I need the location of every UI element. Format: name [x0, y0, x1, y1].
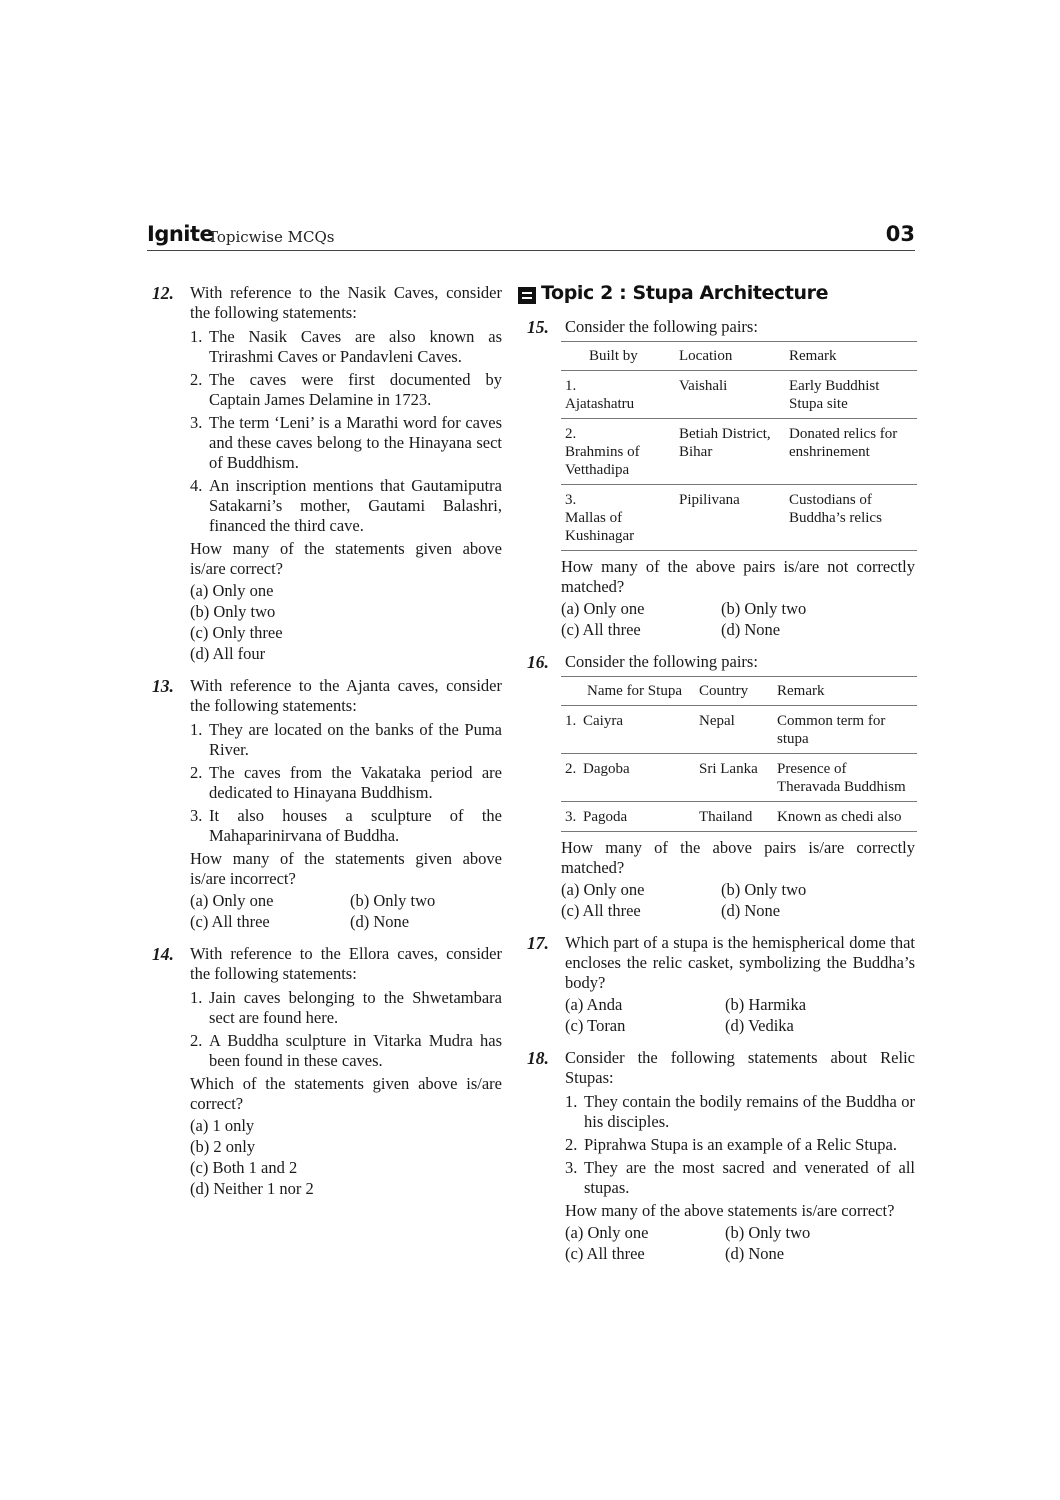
- question-number: 13.: [152, 676, 174, 696]
- option: (c) All three: [190, 912, 270, 931]
- question-stem: Consider the following statements about Relic Stupas:: [565, 1048, 915, 1087]
- question-stem: With reference to the Ajanta caves, consider the following statements:: [190, 676, 502, 715]
- header-subtitle: Topicwise MCQs: [208, 228, 335, 246]
- option: (d) None: [721, 620, 781, 639]
- column-header: Name for Stupa: [561, 677, 695, 706]
- question-15: [525, 317, 915, 640]
- question-stem: Which part of a stupa is the hemispherical dome that encloses the relic casket, symbolizing the Buddha’s body?: [565, 933, 915, 992]
- topic-title: Topic 2 : Stupa Architecture: [541, 282, 829, 304]
- option: (d) Neither 1 nor 2: [190, 1179, 314, 1198]
- option: (c) All three: [561, 901, 641, 920]
- statement-list: [190, 327, 502, 536]
- question-ask: How many of the above pairs is/are not correctly matched?: [561, 557, 915, 596]
- options-list: [561, 599, 915, 640]
- question-18: [525, 1048, 915, 1264]
- statement: 1. They are located on the banks of the Puma River.: [190, 720, 502, 759]
- question-number: 17.: [527, 933, 549, 953]
- table-cell: 1.Ajatashatru: [561, 371, 675, 419]
- options-list: [565, 995, 915, 1036]
- table-cell: Custodians of Buddha’s relics: [785, 485, 917, 551]
- table-cell: 3.Mallas of Kushinagar: [561, 485, 675, 551]
- table-cell: 1. Caiyra: [561, 706, 695, 754]
- statement: 4. An inscription mentions that Gautamiputra Satakarni’s mother, Gautami Balashri, financed the third cave.: [190, 476, 502, 535]
- question-ask: How many of the above statements is/are correct?: [565, 1201, 895, 1220]
- option: (d) All four: [190, 644, 266, 663]
- column-header: Location: [675, 342, 785, 371]
- option: (b) 2 only: [190, 1137, 256, 1156]
- table-cell: Pipilivana: [675, 485, 785, 551]
- statement: 1. The Nasik Caves are also known as Trirashmi Caves or Pandavleni Caves.: [190, 327, 502, 366]
- question-stem: Consider the following pairs:: [565, 652, 758, 671]
- topic-icon: [518, 287, 536, 304]
- table-cell: Vaishali: [675, 371, 785, 419]
- option: (b) Harmika: [725, 995, 807, 1014]
- question-12: [150, 283, 502, 664]
- options-list: [190, 581, 502, 664]
- statement: 2. Piprahwa Stupa is an example of a Relic Stupa.: [565, 1135, 897, 1154]
- table-cell: Betiah District, Bihar: [675, 419, 785, 485]
- table-cell: 2.Brahmins of Vetthadipa: [561, 419, 675, 485]
- option: (a) 1 only: [190, 1116, 255, 1135]
- statement: 3. They are the most sacred and venerated of all stupas.: [565, 1158, 915, 1197]
- question-number: 18.: [527, 1048, 549, 1068]
- left-column: [150, 283, 502, 1211]
- question-16: [525, 652, 915, 921]
- table-cell: Common term for stupa: [773, 706, 917, 754]
- table-cell: Thailand: [695, 802, 773, 832]
- table-row: [561, 371, 917, 419]
- page-header: [147, 222, 915, 251]
- option: (c) All three: [561, 620, 641, 639]
- table-row: [561, 419, 917, 485]
- question-ask: How many of the statements given above is/are incorrect?: [190, 849, 502, 888]
- table-header-row: [561, 342, 917, 371]
- table-row: [561, 802, 917, 832]
- question-number: 14.: [152, 944, 174, 964]
- option: (a) Only one: [561, 880, 645, 899]
- statement: 1. They contain the bodily remains of the Buddha or his disciples.: [565, 1092, 915, 1131]
- table-cell: 2. Dagoba: [561, 754, 695, 802]
- pairs-table: [561, 676, 917, 832]
- option: (d) None: [721, 901, 781, 920]
- question-13: [150, 676, 502, 932]
- option: (b) Only two: [725, 1223, 811, 1242]
- option: (a) Only one: [190, 891, 274, 910]
- statement: 2. The caves were first documented by Captain James Delamine in 1723.: [190, 370, 502, 409]
- question-number: 15.: [527, 317, 549, 337]
- statement-list: [190, 720, 502, 846]
- option: (a) Only one: [561, 599, 645, 618]
- brand-logo: Ignite: [147, 222, 214, 246]
- option: (b) Only two: [350, 891, 436, 910]
- question-ask: Which of the statements given above is/are correct?: [190, 1074, 502, 1113]
- question-stem: With reference to the Nasik Caves, consider the following statements:: [190, 283, 502, 322]
- option: (c) All three: [565, 1244, 645, 1263]
- option: (c) Toran: [565, 1016, 626, 1035]
- column-header: Remark: [773, 677, 917, 706]
- statement: 1. Jain caves belonging to the Shwetambara sect are found here.: [190, 988, 502, 1027]
- statement: 2. A Buddha sculpture in Vitarka Mudra has been found in these caves.: [190, 1031, 502, 1070]
- statement-list: [565, 1092, 915, 1198]
- column-header: Remark: [785, 342, 917, 371]
- table-cell: Known as chedi also: [773, 802, 917, 832]
- option: (a) Anda: [565, 995, 623, 1014]
- option: (a) Only one: [190, 581, 274, 600]
- option: (d) None: [725, 1244, 785, 1263]
- table-cell: Donated relics for enshrinement: [785, 419, 917, 485]
- table-cell: 3. Pagoda: [561, 802, 695, 832]
- statement: 2. The caves from the Vakataka period are dedicated to Hinayana Buddhism.: [190, 763, 502, 802]
- statement-list: [190, 988, 502, 1071]
- option: (d) None: [350, 912, 410, 931]
- column-header: Built by: [561, 342, 675, 371]
- option: (c) Both 1 and 2: [190, 1158, 298, 1177]
- option: (d) Vedika: [725, 1016, 794, 1035]
- option: (c) Only three: [190, 623, 283, 642]
- option: (b) Only two: [721, 880, 807, 899]
- table-row: [561, 485, 917, 551]
- question-stem: Consider the following pairs:: [565, 317, 758, 336]
- table-cell: Nepal: [695, 706, 773, 754]
- question-stem: With reference to the Ellora caves, consider the following statements:: [190, 944, 502, 983]
- options-list: [561, 880, 915, 921]
- question-ask: How many of the above pairs is/are correctly matched?: [561, 838, 915, 877]
- question-number: 12.: [152, 283, 174, 303]
- options-list: [565, 1223, 915, 1264]
- table-cell: Early Buddhist Stupa site: [785, 371, 917, 419]
- options-list: [190, 891, 502, 932]
- right-column: [525, 283, 915, 1276]
- statement: 3. The term ‘Leni’ is a Marathi word for caves and these caves belong to the Hinayana sect of Buddhism.: [190, 413, 502, 472]
- option: (b) Only two: [190, 602, 276, 621]
- topic-heading: [518, 283, 915, 309]
- pairs-table: [561, 341, 917, 551]
- table-row: [561, 754, 917, 802]
- question-number: 16.: [527, 652, 549, 672]
- options-list: [190, 1116, 502, 1199]
- table-cell: Presence of Theravada Buddhism: [773, 754, 917, 802]
- question-ask: How many of the statements given above is/are correct?: [190, 539, 502, 578]
- option: (b) Only two: [721, 599, 807, 618]
- statement: 3. It also houses a sculpture of the Mahaparinirvana of Buddha.: [190, 806, 502, 845]
- question-17: [525, 933, 915, 1036]
- option: (a) Only one: [565, 1223, 649, 1242]
- question-14: [150, 944, 502, 1199]
- table-cell: Sri Lanka: [695, 754, 773, 802]
- column-header: Country: [695, 677, 773, 706]
- table-row: [561, 706, 917, 754]
- table-header-row: [561, 677, 917, 706]
- page-number: 03: [885, 222, 915, 246]
